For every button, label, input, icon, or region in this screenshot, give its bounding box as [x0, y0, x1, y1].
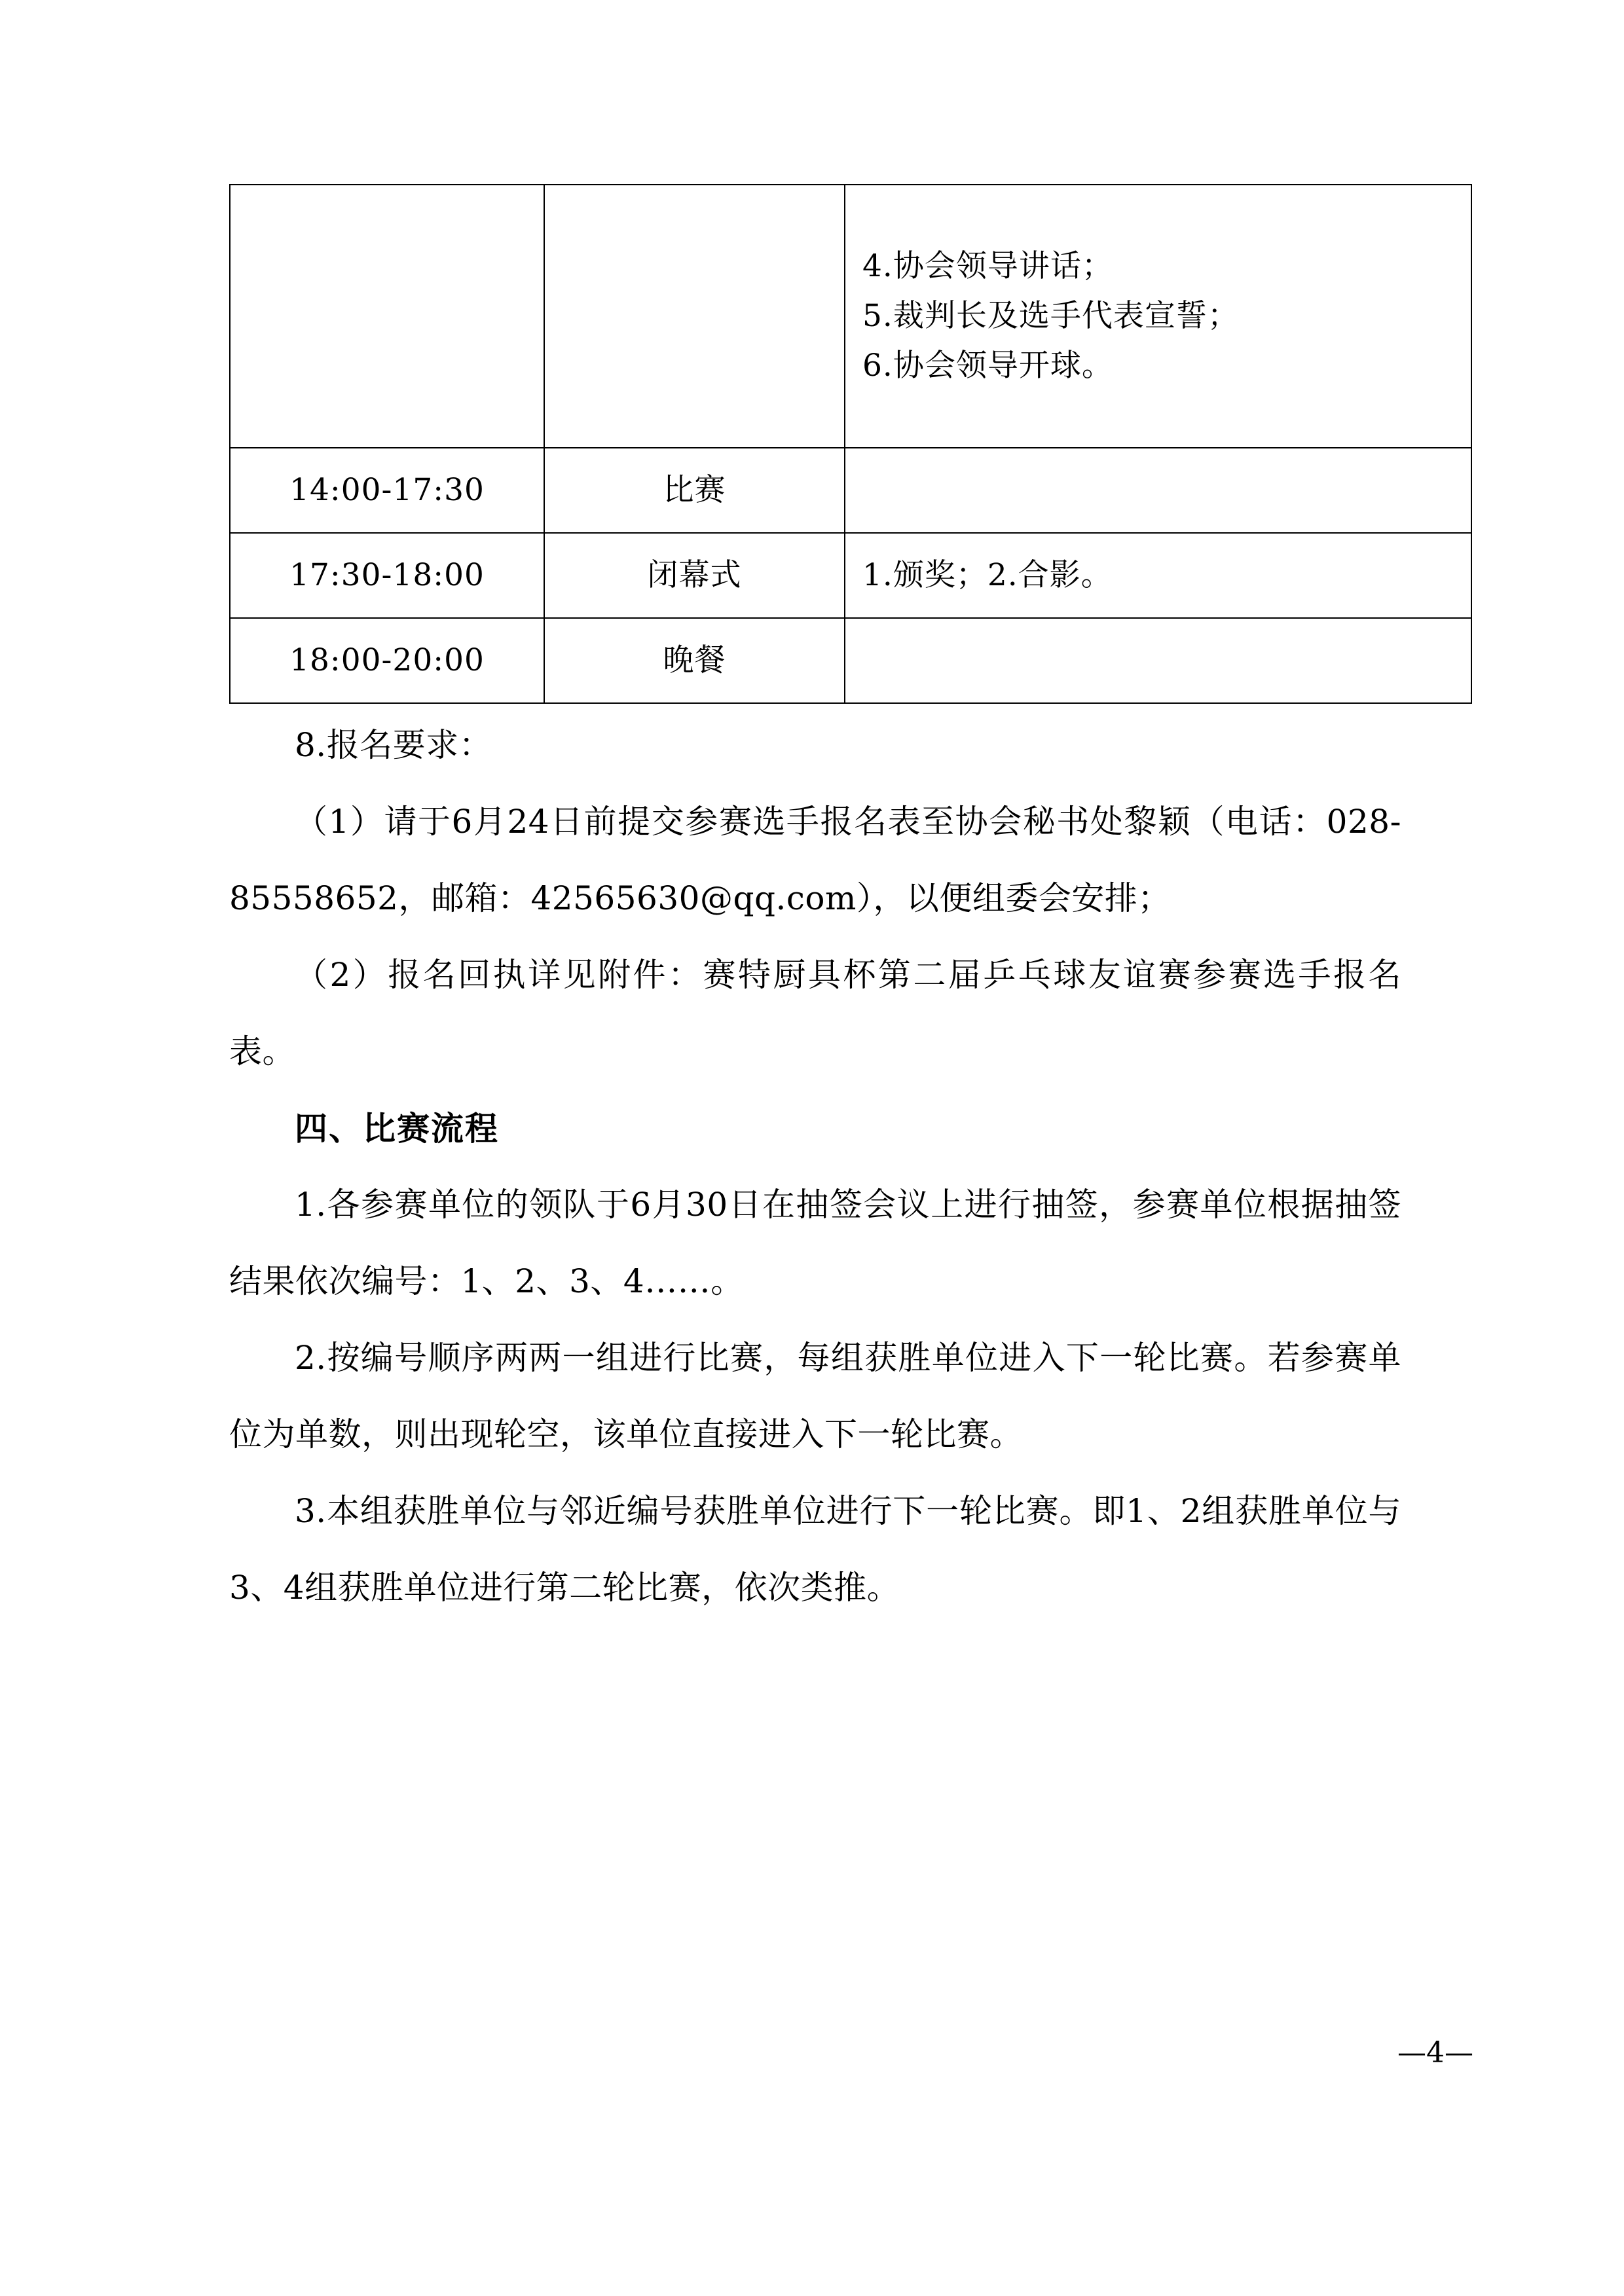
- cell-detail: [845, 618, 1471, 703]
- schedule-table-body: [230, 185, 1471, 703]
- flow-item-1: 1.各参赛单位的领队于6月30日在抽签会议上进行抽签，参赛单位根据抽签结果依次编号：1、2、3、4……。: [229, 1186, 1401, 1300]
- cell-item: 比赛: [544, 448, 845, 533]
- cell-time: 18:00-20:00: [230, 618, 544, 703]
- section-four-heading: 四、比赛流程: [295, 1109, 499, 1148]
- table-row: [230, 618, 1471, 703]
- cell-time: [230, 185, 544, 448]
- body-text-block: [229, 707, 1401, 1626]
- cell-item: 晚餐: [544, 618, 845, 703]
- registration-item-1: （1）请于6月24日前提交参赛选手报名表至协会秘书处黎颖（电话：028-85558652，邮箱：42565630@qq.com），以便组委会安排；: [229, 803, 1401, 917]
- table-row: [230, 533, 1471, 618]
- schedule-table: [229, 184, 1472, 704]
- page-number: —4—: [1397, 2036, 1473, 2069]
- cell-detail: [845, 185, 1471, 448]
- detail-line: 4.协会领导讲话；: [862, 247, 1113, 284]
- flow-item-2: 2.按编号顺序两两一组进行比赛，每组获胜单位进入下一轮比赛。若参赛单位为单数，则出现轮空，该单位直接进入下一轮比赛。: [229, 1339, 1401, 1453]
- cell-detail: [845, 533, 1471, 618]
- table-row: [230, 185, 1471, 448]
- cell-item: 闭幕式: [544, 533, 845, 618]
- cell-time: 17:30-18:00: [230, 533, 544, 618]
- cell-time: 14:00-17:30: [230, 448, 544, 533]
- table-row: [230, 448, 1471, 533]
- detail-line: 5.裁判长及选手代表宣誓；: [862, 297, 1239, 334]
- flow-item-3: 3.本组获胜单位与邻近编号获胜单位进行下一轮比赛。即1、2组获胜单位与3、4组获胜单位进行第二轮比赛，依次类推。: [229, 1492, 1401, 1607]
- registration-item-2: （2）报名回执详见附件：赛特厨具杯第二届乒乓球友谊赛参赛选手报名表。: [229, 956, 1401, 1070]
- detail-line: 6.协会领导开球。: [862, 348, 1113, 384]
- cell-item: [544, 185, 845, 448]
- detail-line: 1.颁奖；2.合影。: [862, 556, 1113, 593]
- cell-detail: [845, 448, 1471, 533]
- registration-requirements-heading: 8.报名要求：: [295, 726, 492, 764]
